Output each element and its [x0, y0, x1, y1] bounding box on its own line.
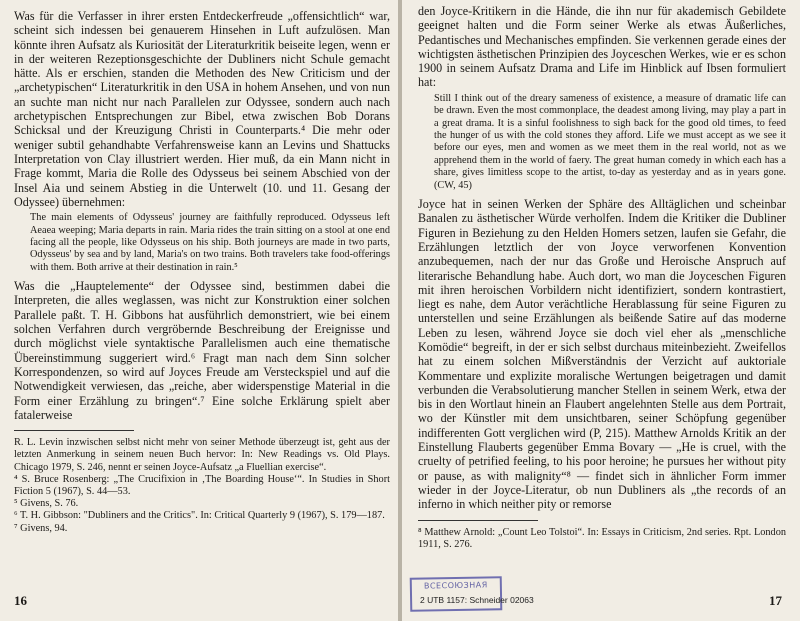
footnote-divider: [418, 520, 538, 521]
footnote-item: ⁶ T. H. Gibbson: "Dubliners and the Critics". In: Critical Quarterly 9 (1967), S. 179—187.: [14, 510, 385, 522]
footnote-item: ⁴ S. Bruce Rosenberg: „The Crucifixion in ‚The Boarding House‘“. In Studies in Short Fiction 5 (1967), S. 44—53.: [14, 473, 390, 497]
library-stamp: [410, 576, 503, 612]
footnote-item: ⁷ Givens, 94.: [14, 522, 68, 534]
left-paragraph-1: Was für die Verfasser in ihrer ersten Entdeckerfreude „offensichtlich“ war, scheint sich indessen bei genauerem Hinsehen in Luft aufzulösen. Man könnte ihren Aufsatz als Kuriosität der Literaturkritik beiseite legen, wenn er in der weiteren Rezeptionsgeschichte der Dubliners nicht Schule gemacht hätte. Als er erschien, standen die Methoden des New Criticism und der „archetypischen“ Literaturkritik in den USA in hohem Ansehen, und von nun an suchte man nicht nur nach Parallelen zur Odyssee, sondern auch nach archetypischen Entsprechungen zur Bibel, etwa zwischen Bob Dorans Schicksal und der Kreuzigung Christi in Counterparts.⁴ Die mehr oder weniger subtil gehandhabte Verfahrensweise kann an Levins und Shattucks Interpretation von Clay illustriert werden. Hier muß, da ein Mann nicht in Frage kommt, Maria die Rolle des Odysseus bei seinem Abschied von der Insel Aia und seinem Abstieg in die Unterwelt (10. und 11. Gesang der Odyssee) übernehmen:: [14, 9, 390, 209]
left-block-quote: The main elements of Odysseus' journey are faithfully reproduced. Odysseus left Aeaea weeping; Maria departs in rain. Maria rides the train sitting on a stool at one end facing all the people, like Odysseus on his ship. Both journeys are made in two parts, Odysseus' by sea and by land, Maria's on two trains. Both travelers take food-offerings with them. Both arrive at their destination in rain.⁵: [30, 212, 390, 273]
page-number-left: 16: [14, 593, 27, 608]
left-footnotes: [14, 437, 390, 535]
page-number-right: 17: [769, 593, 782, 608]
right-page: [402, 0, 800, 621]
footnote-divider: [14, 430, 134, 431]
right-block-quote: Still I think out of the dreary sameness of existence, a measure of dramatic life can be drawn. Even the most commonplace, the deadest among living, may play a part in a great drama. It is a sinful foolishness to sigh back for the good old times, to feed the hunger of us with the cold stones they afford. Life we must accept as we see it before our eyes, men and women as we meet them in the real world, not as we apprehend them in the world of faery. The great human comedy in which each has a share, gives limitless scope to the artist, to-day as yesterday and as in years gone. (CW, 45): [434, 92, 786, 191]
left-page: [0, 0, 398, 621]
footnote-item: R. L. Levin inzwischen selbst nicht mehr von seiner Methode überzeugt ist, geht aus der letzten Anmerkung in seinem neuen Buch hervor: In: New Readings vs. Old Plays. Chicago 1979, S. 246, nennt er seinen Joyce-Aufsatz „a Fluellian exercise“.: [14, 437, 390, 473]
right-paragraph-2: Joyce hat in seinen Werken der Sphäre des Alltäglichen und scheinbar Banalen zu ästhetischer Würde verholfen. Indem die Kritiker die Dubliner Figuren in Beziehung zu den Helden Homers setzen, laufen sie Gefahr, die Erzählungen letztlich der von Joyce verworfenen Konvention anzubequemen, nach der nur das Große und Heroische Anspruch auf literarische Behandlung habe. Auch dort, wo man die Joyceschen Figuren mit ihren heroischen Vorbildern nicht identifiziert, sondern kontrastiert, liegt es nahe, dem Autor verächtliche Herablassung für seine Figuren zu unterstellen und seine Erzählungen als beißende Satire auf das moderne Leben zu lesen, während Joyce sie doch viel eher als „menschliche Komödie“ begreift, in der er sich selbst durchaus miteinbezieht. Zweifellos hat zu einem solchen Mißverständnis der Verzicht auf auktoriale Kommentare und explizite moralische Wertungen beigetragen und damit verbunden die Verabsolutierung mancher Stellen in seinem Werk, etwa der bis in den Wortlaut hinein an Flaubert angelehnten Stelle aus dem Portrait, wo der Künstler mit dem unsichtbaren, seiner Schöpfung gegenüber indifferenten Gott verglichen wird (P, 215). Matthew Arnolds Kritik an der Einstellung Flauberts gegenüber Emma Bovary — „He is cruel, with the cruelty of petrified feeling, to his poor heroine; he pursues her without pity or pause, as with malignity“⁸ — findet sich in ähnlicher Form immer wieder in der Joyce-Literatur, ob nun Dubliners als „the records of an inferno in which neither pity or remorse: [418, 197, 786, 512]
right-paragraph-1: den Joyce-Kritikern in die Hände, die ihn nur für akademisch Gebildete geeignet halten und die Form seiner Werke als etwas Äußerliches, Pedantisches und Mechanisches empfinden. Sie verkennen gerade eines der wichtigsten ästhetischen Prinzipien des Joyceschen Werkes, wie er es schon 1900 in seinem Aufsatz Drama and Life im Hinblick auf Ibsen formuliert hat:: [418, 4, 786, 90]
left-paragraph-2: Was die „Hauptelemente“ der Odyssee sind, bestimmen dabei die Interpreten, die alles weglassen, was nicht zur Konstruktion einer solchen Parallele paßt. T. H. Gibbons hat ausführlich demonstriert, wie bei einem solchen Verfahren durch vergröbernde Beschreibung der Ereignisse und durch möglichst viele syntaktische Parallelismen auch eine thematische Übereinstimmung suggeriert wird.⁶ Fragt man nach dem Sinn solcher Korrespondenzen, so wird auf Joyces Freude am Versteckspiel und auf die Notwendigkeit verwiesen, das „reiche, aber widerspenstige Material in die Form einer Erzählung zu bringen“.⁷ Eine solche Erklärung spielt aber fatalerweise: [14, 279, 390, 422]
right-footnote: ⁸ Matthew Arnold: „Count Leo Tolstoi“. In: Essays in Criticism, 2nd series. Rpt. London 1911, S. 276.: [418, 526, 786, 550]
stamp-text: ВСЕСОЮЗНАЯ: [423, 580, 488, 591]
print-imprint: 2 UTB 1157: Schneider 02063: [420, 595, 534, 605]
footnote-item: ⁵ Givens, S. 76.: [14, 498, 79, 510]
